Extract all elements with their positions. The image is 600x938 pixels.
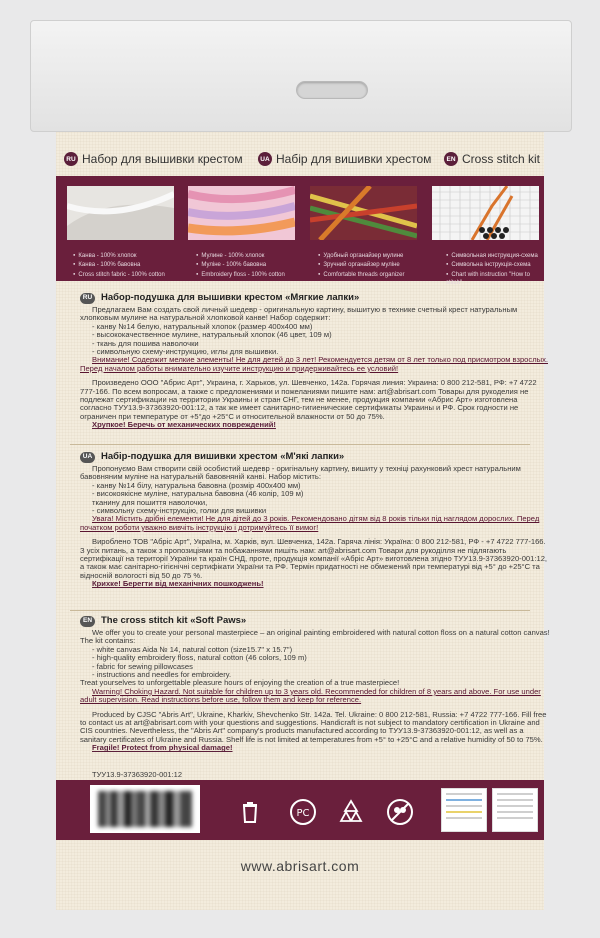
kit-item: - instructions and needles for embroidery. — [92, 670, 232, 680]
title-ru — [64, 150, 243, 168]
certification-seal-icon — [288, 797, 318, 827]
title-ua-text: Набір для вишивки хрестом — [276, 152, 432, 166]
kit-item: - символьну схему-інструкцію, голки для вишивки — [92, 506, 267, 516]
producer-text: Произведено ООО "Абрис Арт", Украина, г. Харьков, ул. Шевченко, 142а. Горячая линия: Украина: 0 800 212-581, РФ: +7 4722 777-166. По всем вопросам, а также с предложениями и пожеланиями пишите нам: art@abrisart.com Товары для рукоделия не подлежат сертификации на территории Украины и стран СНГ, тем не менее, продукция компании «Абрис Арт» изготовлена согласно ТУУ13.9-37363920-001:12, а так же имеет санитарно-гигиенические сертификаты Украины и РФ. Срок годности не ограничен при температуре от +5°до +25°С и относительной влажности от 50 до 75%. — [80, 378, 537, 421]
section-ru — [80, 293, 550, 430]
divider — [70, 444, 530, 445]
section-en-header — [80, 616, 550, 627]
certificate-thumbnail — [441, 788, 487, 832]
trash-bin-icon — [235, 797, 265, 827]
section-ua-header — [80, 452, 550, 463]
feature-text: ● Канва - 100% хлопок — [73, 251, 165, 260]
section-intro: We offer you to create your personal masterpiece – an original painting embroidered with natural cotton floss on a natural cotton canvas! The kit contains: — [80, 628, 550, 646]
fragile-text: Крихке! Берегти від механічних пошкоджень! — [92, 579, 264, 589]
hanger-header — [30, 20, 572, 132]
feature-text: ● Comfortable threads organizer — [318, 270, 404, 279]
kit-item: - fabric for sewing pillowcases — [92, 661, 193, 671]
feature-group-organizer — [318, 251, 404, 279]
lang-badge: UA — [80, 452, 95, 463]
feature-text: ● Символьна інструкція-схема — [446, 260, 544, 269]
certificate-thumbnail — [492, 788, 538, 832]
divider — [70, 610, 530, 611]
section-intro: Пропонуємо Вам створити свій особистий шедевр - оригінальну картину, вишиту у техніці рахунковий хрест натуральним бавовняним муліне на натуральній бавовняній канві. Набор містить: — [80, 464, 521, 482]
organizer-photo — [310, 186, 417, 240]
lang-badge-ru: RU — [64, 152, 78, 166]
kit-item: - high-quality embroidery floss, natural cotton (46 colors, 109 m) — [92, 653, 307, 663]
barcode — [90, 785, 200, 833]
feature-text: ● Канва - 100% бавовна — [73, 260, 165, 269]
kit-item: - канву №14 белую, натуральный хлопок (размер 400х400 мм) — [92, 321, 313, 331]
feature-text: ● Удобный органайзер мулине — [318, 251, 404, 260]
feature-text: ● Мулине - 100% хлопок — [196, 251, 285, 260]
warning-text: Увага! Містить дрібні елементи! Не для дітей до 3 років. Рекомендовано дітям від 8 років тільки під наглядом дорослих. Перед початком роботи уважно вивчіть інструкцію і дотримуйтесь її вимог! — [80, 514, 540, 532]
kit-item: - символьную схему-инструкцию, иглы для вышивки. — [92, 347, 279, 357]
fragile-text: Хрупкое! Беречь от механических повреждений! — [92, 420, 276, 430]
feature-group-floss — [196, 251, 285, 279]
treat-text: Treat yourselves to unforgettable pleasure hours of enjoying the creation of a true masterpiece! — [80, 678, 400, 688]
section-title: Набір-подушка для вишивки хрестом «М'які лапки» — [101, 451, 345, 463]
lang-badge: RU — [80, 293, 95, 304]
warning-text: Внимание! Содержит мелкие элементы! Не для детей до 3 лет! Рекомендуется детям от 8 лет только под присмотром взрослых. Перед началом работы внимательно изучите инструкцию и придерживайтесь ее условий! — [80, 355, 548, 373]
kit-item: - високоякісне муліне, натуральна бавовна (46 колір, 109 м) — [92, 489, 304, 499]
feature-text: ● Embroidery floss - 100% cotton — [196, 270, 285, 279]
section-en — [80, 616, 550, 753]
title-ua — [258, 150, 431, 168]
title-en-text: Cross stitch kit — [462, 152, 541, 166]
kit-item: - ткань для пошива наволочки — [92, 338, 199, 348]
lang-badge: EN — [80, 616, 95, 627]
producer-text: Вироблено ТОВ "Абріс Арт", Україна, м. Харків, вул. Шевченка, 142а. Гаряча лінія: Україна: 0 800 212-581, РФ - +7 4722 777-166. З усіх питань, а також з пропозиціями та побажаннями пишіть нам: art@abrisart.com Товари для рукоділля не підлягають сертифікації на території України та країн СНД, проте, продукція компанії «Абріс Арт» виготовлена згідно ТУУ13.9-37363920-001:12, а також має санітарно-гігієнічні сертифікати України та РФ. Термін придатності не обмежений при температурі від +5° до +25°С та відносній вологості від 50 до 75 %. — [80, 537, 548, 580]
standard-code: ТУУ13.9-37363920-001:12 — [92, 770, 183, 779]
fragile-text: Fragile! Protect from physical damage! — [92, 743, 233, 753]
producer-text: Produced by CJSC "Abris Art", Ukraine, Kharkiv, Shevchenko Str. 142a. Tel. Ukraine: 0 800 212-581, Russia: +7 4722 777-166. Fill free to contact us at art@abrisart.com with your questions and suggestions. Handicraft is not subject to mandatory certification in Ukraine and CIS countries. Nevertheless, the "Abris Art" company's products manufactured according to ТУУ13.9-37363920-001:12, as well as a sanitary certificates of Ukraine and Russia. Shelf life is not limited at temperatures from +5° to +25°C and a relative humidity of 50 to 75%. — [80, 709, 547, 744]
section-intro: Предлагаем Вам создать свой личный шедевр - оригинальную картину, вышитую в технике счетный крест натуральным хлопковым мулине на натуральной хлопковой канве! Набор содержит: — [80, 305, 518, 323]
kit-item: - канву №14 білу, натуральна бавовна (розмір 400х400 мм) — [92, 480, 301, 490]
hang-slot — [296, 81, 368, 99]
age-restriction-icon — [385, 797, 415, 827]
lang-badge-ua: UA — [258, 152, 272, 166]
feature-text: ● Символьная инструкция-схема — [446, 251, 544, 260]
section-title: Набор-подушка для вышивки крестом «Мягкие лапки» — [101, 292, 360, 304]
title-ru-text: Набор для вышивки крестом — [82, 152, 243, 166]
feature-text: ● Зручний органайзер муліне — [318, 260, 404, 269]
section-ru-header — [80, 293, 550, 304]
feature-text: ● Chart with instruction "How to stitch" — [446, 270, 544, 288]
section-title: The cross stitch kit «Soft Paws» — [101, 615, 247, 627]
lang-badge-en: EN — [444, 152, 458, 166]
canvas-photo — [67, 186, 174, 240]
kit-item: - высококачественное мулине, натуральный хлопок (46 цвет, 109 м) — [92, 330, 332, 340]
recycle-icon — [336, 797, 366, 827]
feature-group-chart — [446, 251, 544, 287]
feature-text: ● Муліне - 100% бавовна — [196, 260, 285, 269]
kit-item: - white canvas Aida № 14, natural cotton (size15.7" x 15.7") — [92, 644, 293, 654]
title-en — [444, 150, 540, 168]
warning-text: Warning! Choking Hazard. Not suitable for children up to 3 years old. Recommended for children of 8 years and above. For use under adult supervision. Read instructions before use, follow them and keep for reference. — [80, 686, 541, 705]
features-band — [56, 176, 544, 286]
website-url[interactable]: www.abrisart.com — [240, 858, 360, 874]
section-ua — [80, 452, 550, 589]
feature-group-canvas — [73, 251, 165, 279]
svg-text:PC: PC — [296, 808, 310, 819]
feature-text: ● Cross stitch fabric - 100% cotton — [73, 270, 165, 279]
chart-photo — [432, 186, 539, 240]
floss-photo — [188, 186, 295, 240]
kit-item: тканину для пошиття наволочки, — [92, 497, 208, 507]
